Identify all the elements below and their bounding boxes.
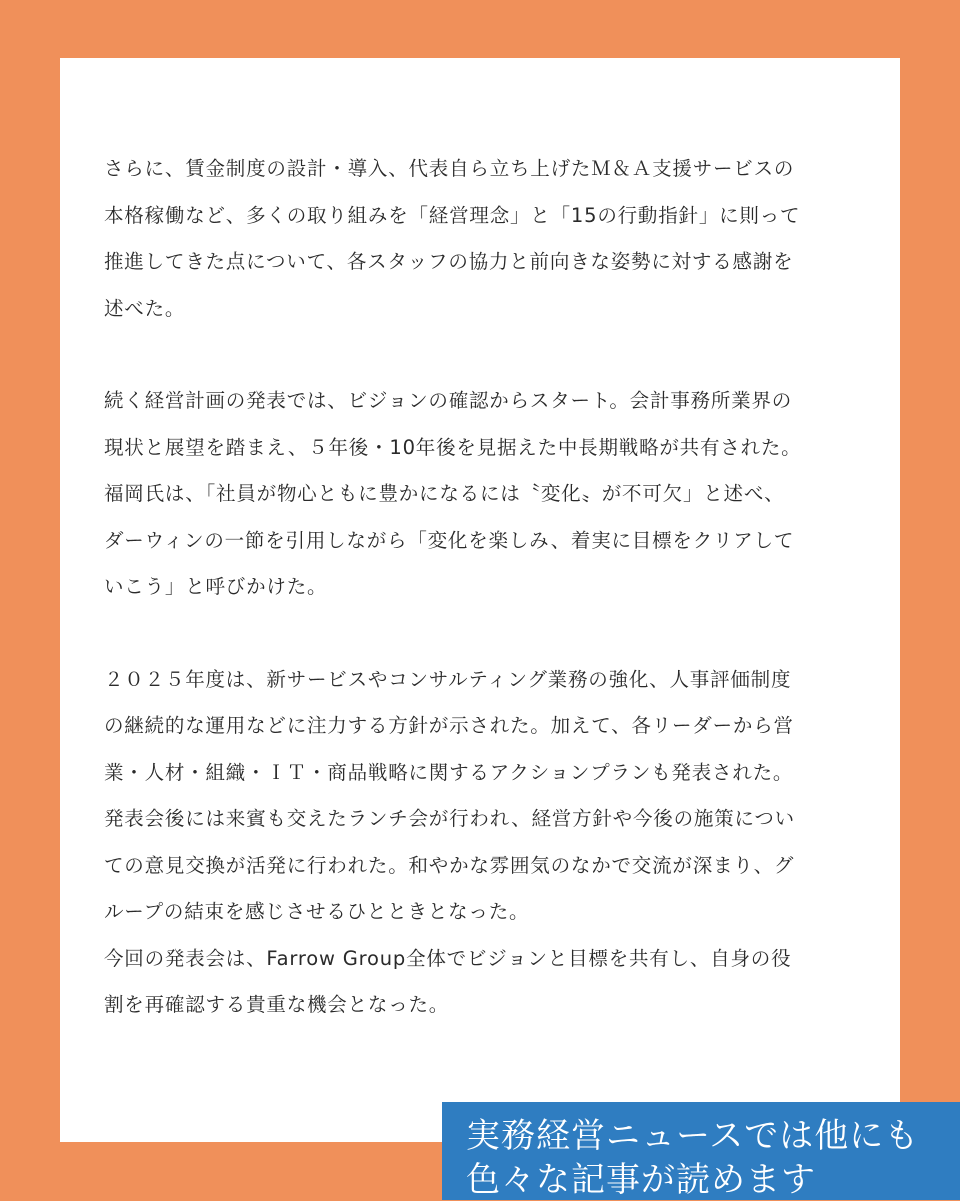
banner-line-2: 色々な記事が読めます [466, 1160, 816, 1200]
paragraph-3 [104, 657, 864, 1029]
text-line: 発表会後には来賓も交えたランチ会が行われ、経営方針や今後の施策につい [104, 807, 795, 830]
paragraph-spacer [104, 611, 864, 657]
text-line: ダーウィンの一節を引用しながら「変化を楽しみ、着実に目標をクリアして [104, 528, 795, 552]
text-line: ループの結束を感じさせるひとときとなった。 [104, 900, 530, 923]
banner-line-1: 実務経営ニュースでは他にも [466, 1116, 920, 1156]
text-line: の継続的な運用などに注力する方針が示された。加えて、各リーダーから営 [104, 714, 794, 737]
text-line: 割を再確認する貴重な機会となった。 [104, 993, 450, 1016]
article-card [60, 58, 900, 1142]
text-line: 述べた。 [104, 296, 186, 320]
text-line: 本格稼働など、多くの取り組みを「経営理念」と「15の行動指針」に則って [104, 203, 801, 227]
text-line: 業・人材・組織・ＩＴ・商品戦略に関するアクションプランも発表された。 [104, 760, 794, 784]
text-line: 福岡氏は、「社員が物心ともに豊かになるには〝変化〟が不可欠」と述べ、 [104, 482, 785, 505]
text-line: 推進してきた点について、各スタッフの協力と前向きな姿勢に対する感謝を [104, 250, 794, 273]
paragraph-1 [104, 146, 864, 332]
text-line: 今回の発表会は、Farrow Group全体でビジョンと目標を共有し、自身の役 [104, 946, 792, 970]
text-line: ての意見交換が活発に行われた。和やかな雰囲気のなかで交流が深まり、グ [104, 853, 795, 877]
text-line: 現状と展望を踏まえ、５年後・10年後を見据えた中長期戦略が共有された。 [104, 435, 802, 459]
text-line: いこう」と呼びかけた。 [104, 575, 328, 598]
text-line: 続く経営計画の発表では、ビジョンの確認からスタート。会計事務所業界の [104, 389, 793, 412]
article-body [104, 146, 864, 1029]
paragraph-2 [104, 378, 864, 611]
paragraph-spacer [104, 332, 864, 378]
more-articles-banner[interactable] [442, 1102, 960, 1200]
text-line: さらに、賃金制度の設計・導入、代表自ら立ち上げたＭ＆Ａ支援サービスの [104, 157, 795, 180]
text-line: ２０２５年度は、新サービスやコンサルティング業務の強化、人事評価制度 [104, 667, 792, 691]
